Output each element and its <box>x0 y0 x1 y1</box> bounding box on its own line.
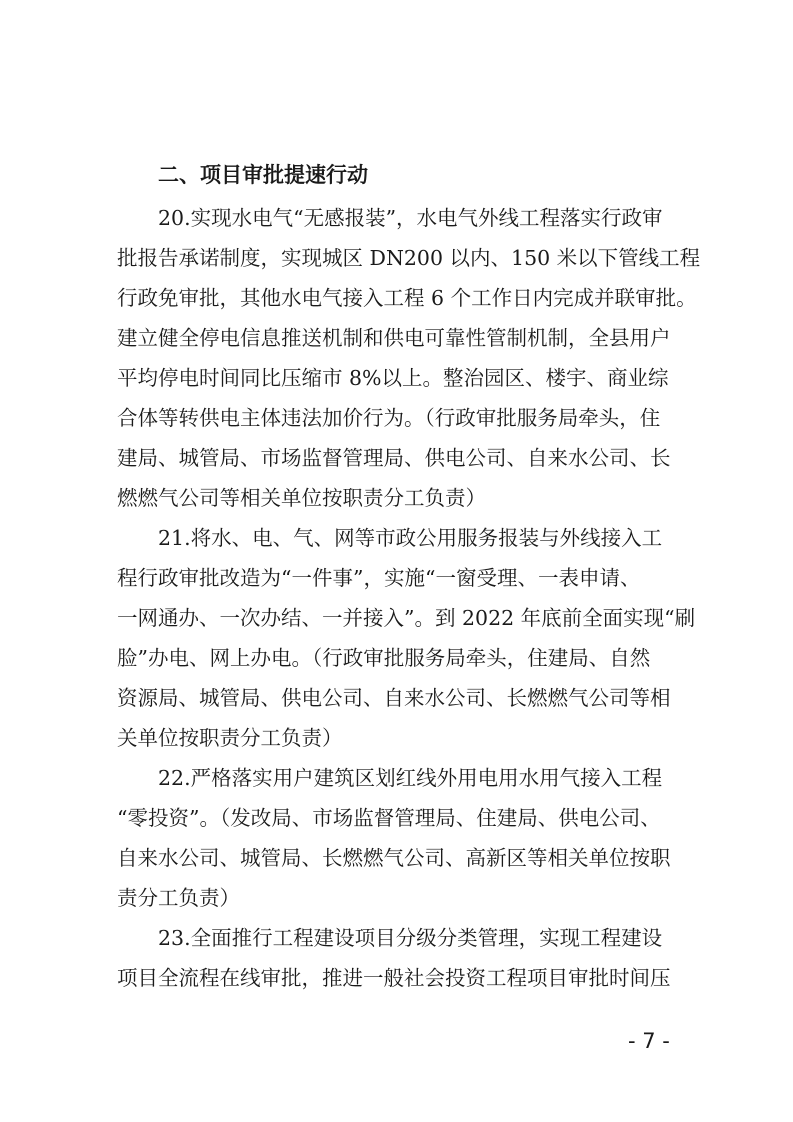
page-number: - 7 - <box>628 1029 670 1053</box>
section-heading: 二、项目审批提速行动 <box>158 163 368 187</box>
paragraph-line: 行政免审批，其他水电气接入工程 6 个工作日内完成并联审批。 <box>117 286 697 310</box>
paragraph-line: 程行政审批改造为“一件事”，实施“一窗受理、一表申请、 <box>117 566 641 590</box>
paragraph-line: “零投资”。（发改局、市场监督管理局、住建局、供电公司、 <box>117 806 661 830</box>
paragraph-line: 建局、城管局、市场监督管理局、供电公司、自来水公司、长 <box>117 446 671 470</box>
paragraph-line: 建立健全停电信息推送机制和供电可靠性管制机制，全县用户 <box>117 326 671 350</box>
paragraph-line: 项目全流程在线审批，推进一般社会投资工程项目审批时间压 <box>117 966 671 990</box>
paragraph-line: 责分工负责） <box>117 886 240 910</box>
paragraph-line: 自来水公司、城管局、长燃燃气公司、高新区等相关单位按职 <box>117 846 671 870</box>
paragraph-line: 燃燃气公司等相关单位按职责分工负责） <box>117 486 486 510</box>
paragraph-line: 合体等转供电主体违法加价行为。（行政审批服务局牵头，住 <box>117 406 661 430</box>
paragraph-line: 批报告承诺制度，实现城区 DN200 以内、150 米以下管线工程 <box>117 246 701 270</box>
paragraph-line: 脸”办电、网上办电。（行政审批服务局牵头，住建局、自然 <box>117 646 651 670</box>
paragraph-line: 资源局、城管局、供电公司、自来水公司、长燃燃气公司等相 <box>117 686 671 710</box>
paragraph-line: 21.将水、电、气、网等市政公用服务报装与外线接入工 <box>158 526 663 550</box>
paragraph-line: 平均停电时间同比压缩市 8%以上。整治园区、楼宇、商业综 <box>117 366 669 390</box>
paragraph-line: 22.严格落实用户建筑区划红线外用电用水用气接入工程 <box>158 766 663 790</box>
paragraph-line: 关单位按职责分工负责） <box>117 726 343 750</box>
paragraph-line: 23.全面推行工程建设项目分级分类管理，实现工程建设 <box>158 926 663 950</box>
paragraph-line: 一网通办、一次办结、一并接入”。到 2022 年底前全面实现“刷 <box>117 606 696 630</box>
paragraph-line: 20.实现水电气“无感报装”，水电气外线工程落实行政审 <box>158 206 663 230</box>
